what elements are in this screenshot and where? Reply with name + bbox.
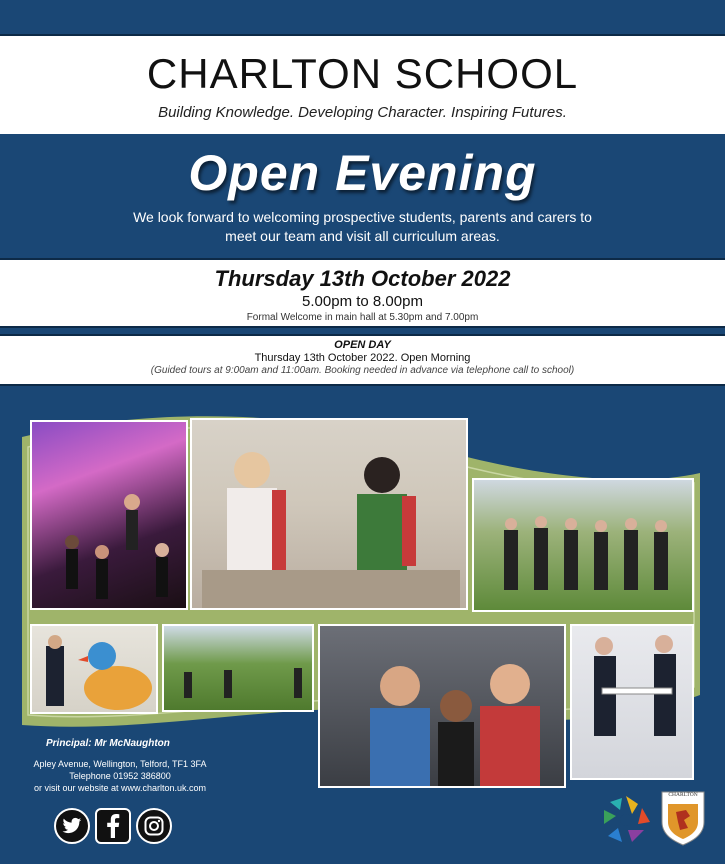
open-evening-title: Open Evening <box>188 145 537 201</box>
open-day-note: (Guided tours at 9:00am and 11:00am. Booking needed in advance via telephone call to school) <box>150 365 575 376</box>
instagram-icon <box>144 816 164 836</box>
expedition-illustration <box>474 480 694 612</box>
event-time: 5.00pm to 8.00pm <box>302 293 423 310</box>
divider <box>0 384 725 386</box>
school-logo-mark <box>598 792 654 848</box>
instagram-link[interactable] <box>136 808 172 844</box>
school-header <box>0 36 725 134</box>
glider-illustration <box>572 626 694 780</box>
open-day-line: Thursday 13th October 2022. Open Morning <box>254 352 471 364</box>
school-crest <box>660 790 706 846</box>
telephone: Telephone 01952 386800 <box>69 771 171 781</box>
top-blue-bar <box>0 0 725 36</box>
photo-expedition-group <box>472 478 694 612</box>
principal-name: Principal: Mr McNaughton <box>46 738 170 749</box>
photo-pottery-class <box>190 418 468 610</box>
facebook-link[interactable] <box>95 808 131 844</box>
open-evening-lead <box>0 208 725 246</box>
contact-block <box>10 758 230 794</box>
twitter-link[interactable] <box>54 808 90 844</box>
event-date: Thursday 13th October 2022 <box>214 266 511 291</box>
open-day-title: OPEN DAY <box>334 339 391 351</box>
crest-label: CHARLTON <box>668 792 698 798</box>
open-evening-section <box>0 134 725 258</box>
photo-performance <box>30 420 188 610</box>
duck-illustration <box>32 626 158 714</box>
school-name: CHARLTON SCHOOL <box>146 50 579 97</box>
address: Apley Avenue, Wellington, Telford, TF1 3FA <box>33 759 207 769</box>
performers-illustration <box>32 422 188 610</box>
facebook-icon <box>106 814 120 838</box>
lead-line: We look forward to welcoming prospective students, parents and carers to <box>133 209 592 225</box>
website-text: or visit our website at www.charlton.uk.com <box>33 783 207 793</box>
photo-science-class <box>318 624 566 788</box>
science-illustration <box>320 626 566 788</box>
open-day-band <box>0 336 725 384</box>
divider <box>0 326 725 328</box>
photo-sports-field <box>162 624 314 712</box>
sports-illustration <box>164 626 314 712</box>
photo-glider-project <box>570 624 694 780</box>
lead-line: meet our team and visit all curriculum areas. <box>225 228 500 244</box>
pottery-illustration <box>192 420 468 610</box>
formal-welcome-note: Formal Welcome in main hall at 5.30pm and 7.00pm <box>246 312 479 323</box>
photo-duck-sculpture <box>30 624 158 714</box>
school-tagline: Building Knowledge. Developing Character. Inspiring Futures. <box>158 104 567 121</box>
open-evening-date-band <box>0 260 725 326</box>
twitter-icon <box>62 817 82 835</box>
